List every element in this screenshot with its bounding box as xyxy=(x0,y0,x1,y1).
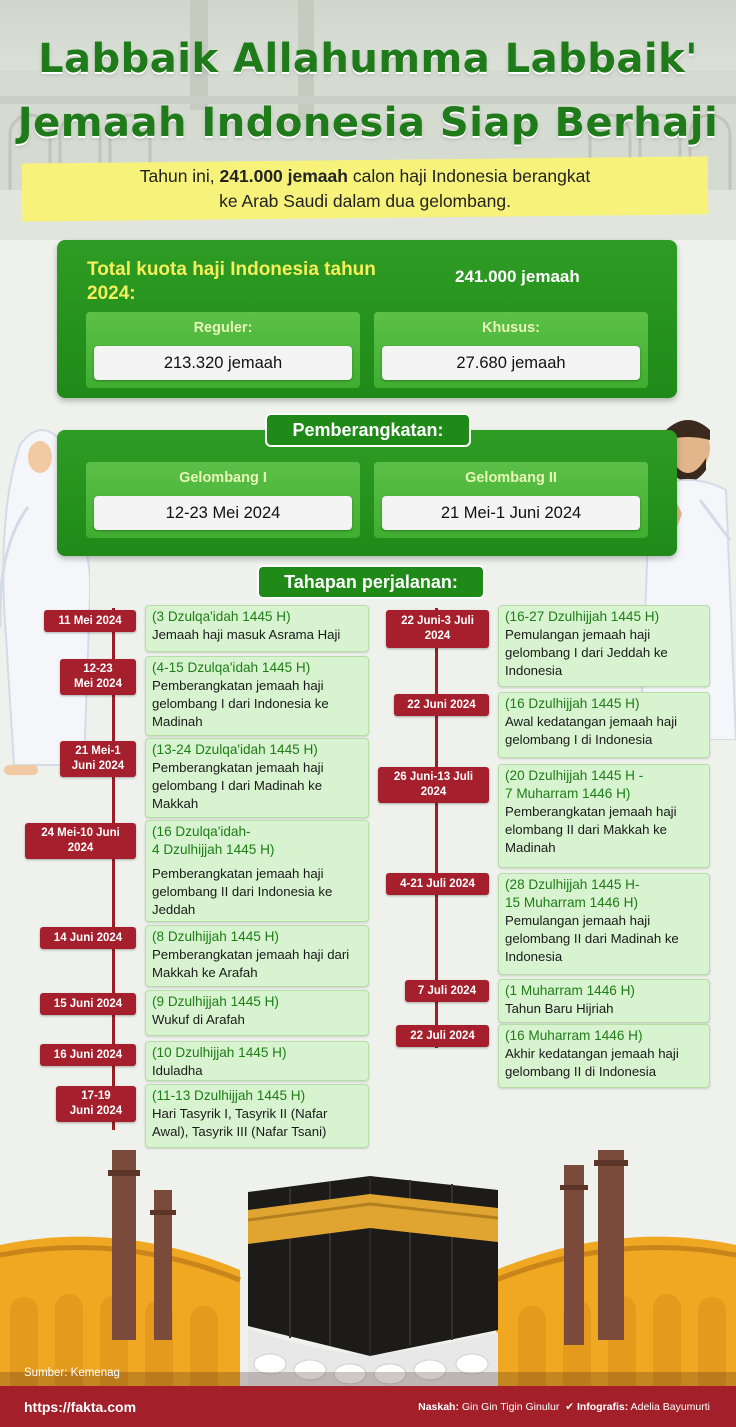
timeline-event xyxy=(498,979,710,1023)
event-desc: Pemberangkatan jemaah haji gelombang II dari Indonesia ke Jeddah xyxy=(152,866,333,917)
event-hijri: (16 Dzulqa'idah- 4 Dzulhijjah 1445 H) xyxy=(152,824,275,857)
wave1-value: 12-23 Mei 2024 xyxy=(94,496,352,530)
date-badge: 7 Juli 2024 xyxy=(405,980,489,1002)
intro-pre: Tahun ini, xyxy=(139,166,220,186)
event-desc: Pemulangan jemaah haji gelombang II dari Madinah ke Indonesia xyxy=(505,913,679,964)
timeline-event xyxy=(145,605,369,652)
event-desc: Iduladha xyxy=(152,1063,203,1078)
event-hijri: (28 Dzulhijjah 1445 H- 15 Muharram 1446 H) xyxy=(505,877,640,910)
event-hijri: (16 Dzulhijjah 1445 H) xyxy=(505,696,640,711)
khusus-label: Khusus: xyxy=(482,320,540,336)
intro-text xyxy=(22,164,708,214)
event-desc: Pemberangkatan jemaah haji dari Makkah ke Arafah xyxy=(152,947,350,980)
event-desc: Akhir kedatangan jemaah haji gelombang II di Indonesia xyxy=(505,1046,679,1079)
event-desc: Awal kedatangan jemaah haji gelombang I di Indonesia xyxy=(505,714,678,747)
event-hijri: (4-15 Dzulqa'idah 1445 H) xyxy=(152,660,311,675)
quota-total: 241.000 jemaah xyxy=(455,267,580,286)
wave1-label: Gelombang I xyxy=(179,470,267,486)
event-desc: Pemulangan jemaah haji gelombang I dari Jeddah ke Indonesia xyxy=(505,627,668,678)
footer-bar xyxy=(0,1386,736,1427)
event-desc: Pemberangkatan jemaah haji gelombang I dari Madinah ke Makkah xyxy=(152,760,324,811)
event-hijri: (9 Dzulhijjah 1445 H) xyxy=(152,994,279,1009)
site-url[interactable]: https://fakta.com xyxy=(24,1399,137,1415)
event-hijri: (1 Muharram 1446 H) xyxy=(505,983,635,998)
timeline-event xyxy=(145,925,369,987)
event-desc: Hari Tasyrik I, Tasyrik II (Nafar Awal), Tasyrik III (Nafar Tsani) xyxy=(152,1106,328,1139)
date-badge: 21 Mei-1 Juni 2024 xyxy=(60,741,136,777)
timeline-event xyxy=(145,820,369,922)
wave2-value: 21 Mei-1 Juni 2024 xyxy=(382,496,640,530)
date-badge: 22 Juni 2024 xyxy=(394,694,489,716)
timeline-event xyxy=(145,738,369,818)
source-credit: Sumber: Kemenag xyxy=(24,1367,120,1379)
departure-title: Pemberangkatan: xyxy=(265,413,471,447)
intro-line2: ke Arab Saudi dalam dua gelombang. xyxy=(219,191,511,211)
date-badge: 15 Juni 2024 xyxy=(40,993,136,1015)
designer-label: Infografis: xyxy=(576,1401,629,1413)
date-badge: 24 Mei-10 Juni 2024 xyxy=(25,823,136,859)
event-hijri: (8 Dzulhijjah 1445 H) xyxy=(152,929,279,944)
reguler-value: 213.320 jemaah xyxy=(94,346,352,380)
date-badge: 22 Juni-3 Juli 2024 xyxy=(386,610,489,648)
wave2-label: Gelombang II xyxy=(465,470,557,486)
date-badge: 16 Juni 2024 xyxy=(40,1044,136,1066)
event-hijri: (11-13 Dzulhijjah 1445 H) xyxy=(152,1088,306,1103)
reguler-box xyxy=(86,312,360,388)
event-desc: Wukuf di Arafah xyxy=(152,1012,245,1027)
page-title-line2: Jemaah Indonesia Siap Berhaji xyxy=(17,100,719,146)
timeline-event xyxy=(498,1024,710,1088)
event-hijri: (10 Dzulhijjah 1445 H) xyxy=(152,1045,287,1060)
date-badge: 17-19 Juni 2024 xyxy=(56,1086,136,1122)
check-icon: ✔ xyxy=(565,1401,575,1413)
credits xyxy=(418,1401,710,1413)
event-desc: Pemberangkatan jemaah haji gelombang I dari Indonesia ke Madinah xyxy=(152,678,329,729)
quota-panel xyxy=(57,240,677,398)
kaaba-mosque-illustration xyxy=(0,1150,736,1386)
date-badge: 11 Mei 2024 xyxy=(44,610,136,632)
event-hijri: (20 Dzulhijjah 1445 H - 7 Muharram 1446 H) xyxy=(505,768,644,801)
writer-label: Naskah: xyxy=(418,1401,459,1413)
event-desc: Pemberangkatan jemaah haji elombang II dari Makkah ke Madinah xyxy=(505,804,677,855)
intro-post: calon haji Indonesia berangkat xyxy=(347,166,591,186)
timeline-event xyxy=(145,1041,369,1081)
writer-name: Gin Gin Tigin Ginulur xyxy=(461,1401,560,1413)
timeline-event xyxy=(498,605,710,687)
timeline-title: Tahapan perjalanan: xyxy=(257,565,485,599)
date-badge: 4-21 Juli 2024 xyxy=(386,873,489,895)
intro-bold: 241.000 jemaah xyxy=(219,166,348,186)
designer-name: Adelia Bayumurti xyxy=(630,1401,710,1413)
reguler-label: Reguler: xyxy=(193,320,253,336)
timeline-event xyxy=(145,990,369,1036)
event-hijri: (16-27 Dzulhijjah 1445 H) xyxy=(505,609,660,624)
date-badge: 12-23 Mei 2024 xyxy=(60,659,136,695)
khusus-value: 27.680 jemaah xyxy=(382,346,640,380)
quota-label: Total kuota haji Indonesia tahun 2024: xyxy=(87,259,376,304)
timeline-event xyxy=(498,873,710,975)
timeline-event xyxy=(145,1084,369,1148)
kaaba-scene xyxy=(0,1150,736,1386)
date-badge: 14 Juni 2024 xyxy=(40,927,136,949)
timeline-event xyxy=(498,692,710,758)
wave1-box xyxy=(86,462,360,538)
timeline-event xyxy=(145,656,369,736)
khusus-box xyxy=(374,312,648,388)
event-desc: Jemaah haji masuk Asrama Haji xyxy=(152,627,341,642)
date-badge: 22 Juli 2024 xyxy=(396,1025,489,1047)
wave2-box xyxy=(374,462,648,538)
timeline-event xyxy=(498,764,710,868)
event-hijri: (16 Muharram 1446 H) xyxy=(505,1028,643,1043)
departure-panel xyxy=(57,430,677,556)
page-title-line1: Labbaik Allahumma Labbaik' xyxy=(38,36,698,82)
event-hijri: (13-24 Dzulqa'idah 1445 H) xyxy=(152,742,318,757)
event-hijri: (3 Dzulqa'idah 1445 H) xyxy=(152,609,291,624)
date-badge: 26 Juni-13 Juli 2024 xyxy=(378,767,489,803)
event-desc: Tahun Baru Hijriah xyxy=(505,1001,614,1016)
